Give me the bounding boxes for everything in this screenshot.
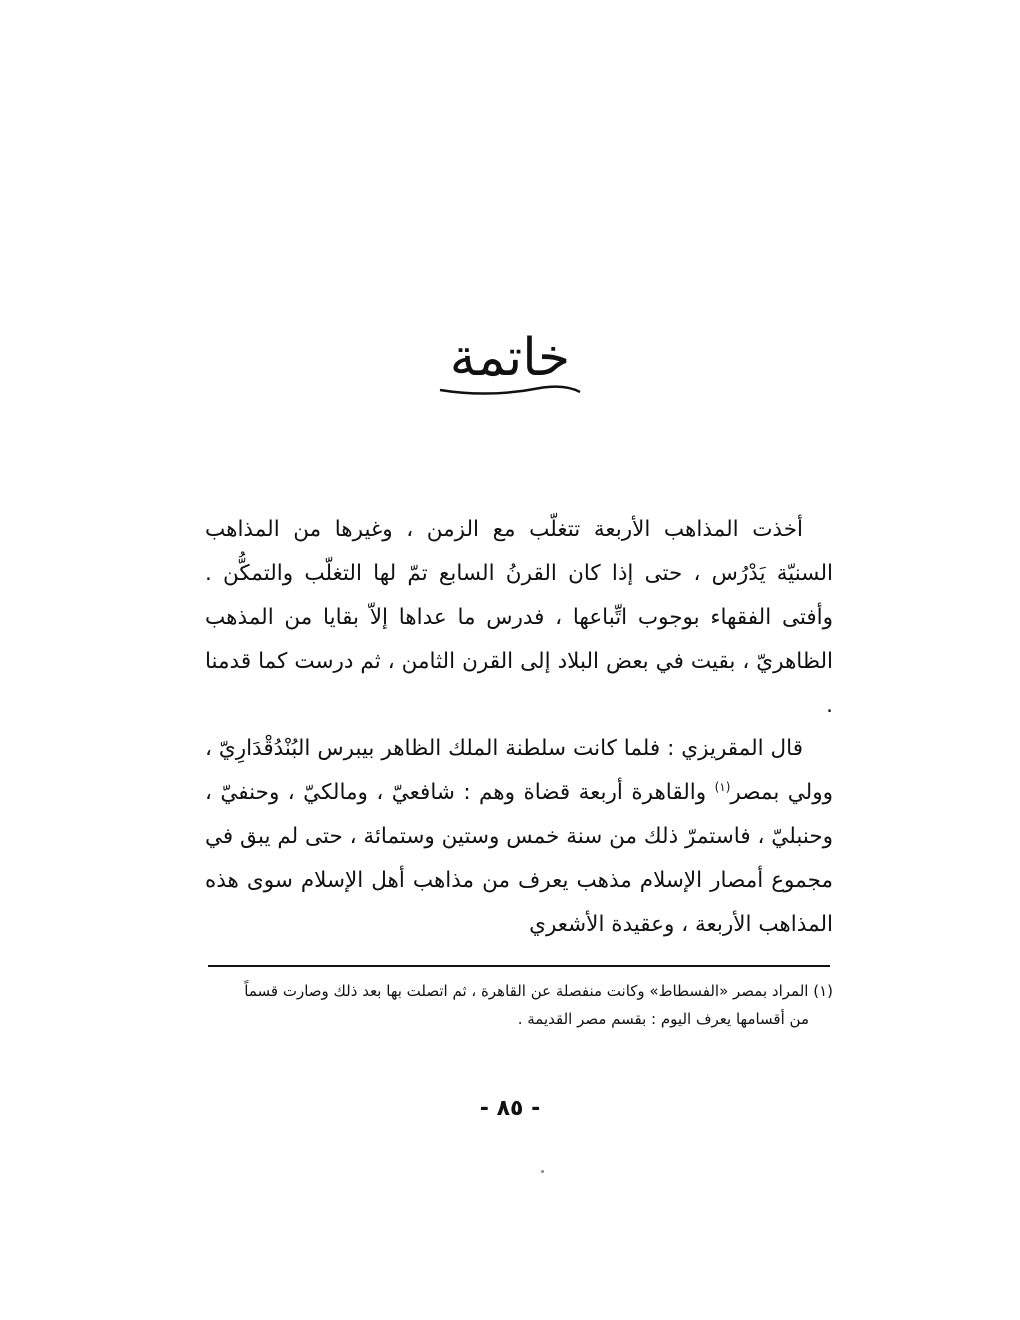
paragraph-2-line: قال المقريزي : فلما كانت سلطنة الملك الظاهر بيبرس: [317, 736, 804, 761]
paragraph-1-line: الظاهريّ ، بقيت في بعض البلاد إلى القرن الثامن ، ثم درست كما: [258, 649, 833, 674]
paragraph-1-line: السنيّة يَدْرُس ، حتى إذا كان القرنُ السابع تمّ لها التغلّب والتمكُّن .: [205, 561, 833, 586]
paragraph-1-line: قدمنا .: [205, 649, 833, 718]
footnote-divider: [208, 965, 830, 967]
footnote-reference[interactable]: (١): [714, 779, 731, 794]
paragraph-2-line: البُنْدُقْدَارِيّ ، وولي بمصر: [205, 736, 833, 805]
footnote-line: (١) المراد بمصر «الفسطاط» وكانت منفصلة عن القاهرة ، ثم اتصلت بها بعد ذلك وصارت قسماً: [244, 982, 833, 1000]
footnote-line: من أقسامها يعرف اليوم : بقسم مصر القديمة .: [517, 1010, 809, 1028]
paragraph-2-line: ومالكيّ ، وحنفيّ ، وحنبليّ ، فاستمرّ ذلك من سنة خمس وستين: [205, 780, 833, 849]
footnote: [205, 977, 833, 1033]
paragraph-2-line: مذاهب أهل الإسلام سوى هذه المذاهب الأربعة ، وعقيدة الأشعري: [205, 868, 833, 937]
paragraph-1: [205, 508, 833, 728]
paragraph-1-line: أخذت المذاهب الأربعة تتغلّب مع الزمن ، وغيرها من المذاهب: [205, 517, 803, 542]
title-swash-ornament: [430, 368, 590, 408]
page-number: - ٨٥ -: [479, 1096, 541, 1121]
scan-artifact-dot: [541, 1170, 544, 1173]
paragraph-2-line: وستمائة ، حتى لم يبق في مجموع أمصار الإسلام مذهب يعرف من: [205, 824, 833, 893]
chapter-title: خاتمة: [449, 328, 571, 388]
paragraph-1-line: وأفتى الفقهاء بوجوب اتِّباعها ، فدرس ما عداها إلاّ بقايا من المذهب: [205, 605, 833, 630]
paragraph-2: [205, 727, 833, 947]
paragraph-2-line: والقاهرة أربعة قضاة وهم : شافعيّ ،: [376, 780, 715, 805]
